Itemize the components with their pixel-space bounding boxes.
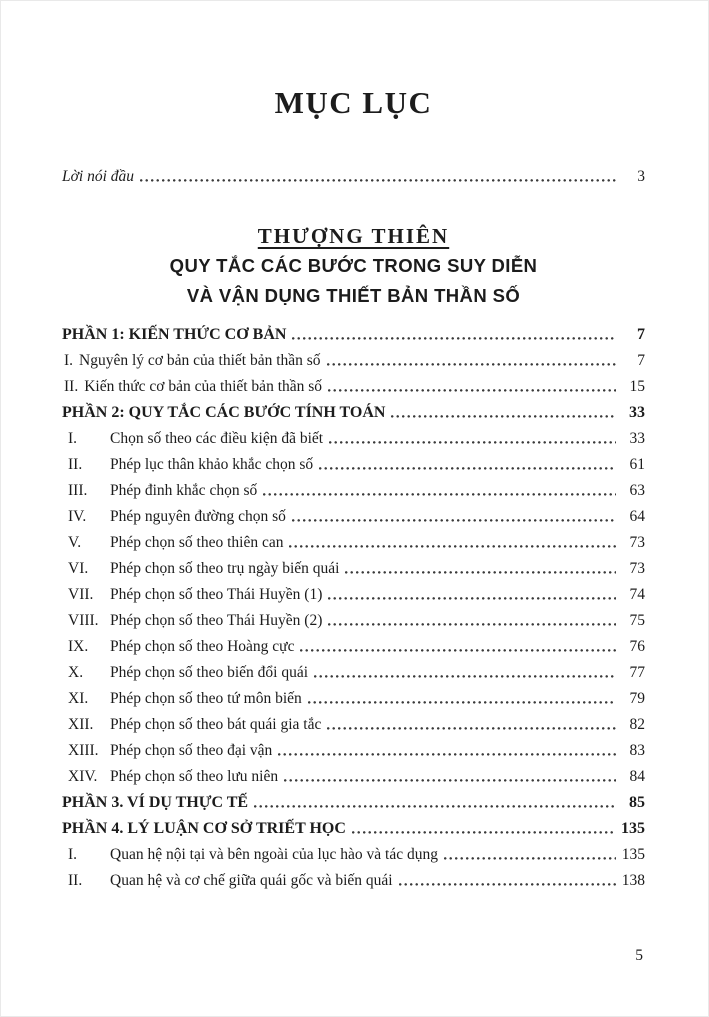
dot-leader [329, 441, 616, 444]
toc-entry-numeral: XIV. [68, 768, 98, 785]
toc-entry-page: 64 [629, 508, 645, 525]
toc-entry [62, 560, 645, 577]
dot-leader [308, 701, 616, 704]
toc-entry-label: Phép chọn số theo bát quái gia tắc [110, 716, 322, 733]
toc-entry [62, 716, 645, 733]
toc-entry-preface [62, 168, 645, 185]
toc-entry-numeral: VIII. [68, 612, 99, 629]
toc-entry-label: Nguyên lý cơ bản của thiết bản thần số [79, 352, 321, 369]
dot-leader [278, 753, 616, 756]
toc-entry-label: Quan hệ nội tại và bên ngoài của lục hào và tác dụng [110, 846, 438, 863]
toc-section-heading-3 [62, 794, 645, 811]
toc-entry [62, 378, 645, 395]
toc-entry-page: 15 [629, 378, 645, 395]
toc-entry [62, 768, 645, 785]
toc-entry [62, 456, 645, 473]
toc-entry-page: 83 [629, 742, 645, 759]
toc-entry [62, 846, 645, 863]
toc-entry-numeral: I. [64, 352, 74, 369]
toc-entry [62, 690, 645, 707]
toc-entry-page: 76 [629, 638, 645, 655]
dot-leader [328, 597, 616, 600]
toc-entry-numeral: I. [68, 430, 78, 447]
toc-entry-page: 84 [629, 768, 645, 785]
page-title: MỤC LỤC [274, 85, 433, 120]
toc-entry-page: 138 [621, 872, 645, 889]
toc-entry [62, 430, 645, 447]
toc-entry-numeral: II. [64, 378, 79, 395]
toc-entry-page: 73 [629, 534, 645, 551]
toc-entry [62, 872, 645, 889]
toc-entry [62, 482, 645, 499]
toc-section-title: PHẦN 2: QUY TẮC CÁC BƯỚC TÍNH TOÁN [62, 404, 386, 421]
dot-leader [345, 571, 616, 574]
toc-entry-page: 79 [629, 690, 645, 707]
toc-entry-label: Phép chọn số theo thiên can [110, 534, 284, 551]
toc-entry-label: Phép đinh khắc chọn số [110, 482, 258, 499]
toc-entry [62, 612, 645, 629]
toc-section-heading-4 [62, 820, 645, 837]
toc-entry-numeral: XI. [68, 690, 89, 707]
dot-leader [327, 727, 616, 730]
preface-label: Lời nói đầu [62, 168, 135, 185]
part-heading-subtitle-1: QUY TẮC CÁC BƯỚC TRONG SUY DIỄN [169, 255, 538, 276]
toc-entry-label: Phép lục thân khảo khắc chọn số [110, 456, 314, 473]
toc-entry-numeral: XIII. [68, 742, 99, 759]
toc-entry-page: 73 [629, 560, 645, 577]
page-number: 5 [635, 947, 643, 964]
toc-entry-label: Phép chọn số theo biến đổi quái [110, 664, 309, 681]
toc-entry-numeral: II. [68, 872, 83, 889]
toc-entry-numeral: V. [68, 534, 82, 551]
dot-leader [292, 519, 616, 522]
toc-entry [62, 664, 645, 681]
dot-leader [314, 675, 616, 678]
preface-page: 3 [637, 168, 645, 185]
toc-section-page: 85 [629, 794, 645, 811]
toc-section-title: PHẦN 4. LÝ LUẬN CƠ SỞ TRIẾT HỌC [62, 820, 346, 837]
dot-leader [328, 389, 616, 392]
toc-entry-numeral: VII. [68, 586, 94, 603]
toc-entry-page: 77 [629, 664, 645, 681]
toc-section-heading-1 [62, 326, 645, 343]
toc-entry-label: Phép chọn số theo trụ ngày biến quái [110, 560, 340, 577]
toc-section-title: PHẦN 1: KIẾN THỨC CƠ BẢN [62, 326, 287, 343]
toc-section-page: 135 [621, 820, 645, 837]
toc-entry [62, 638, 645, 655]
toc-entry [62, 742, 645, 759]
dot-leader [352, 831, 616, 834]
toc-entry-numeral: IV. [68, 508, 87, 525]
toc-entry-numeral: II. [68, 456, 83, 473]
toc-entry-numeral: XII. [68, 716, 94, 733]
toc-entry-page: 61 [629, 456, 645, 473]
toc-entry-label: Chọn số theo các điều kiện đã biết [110, 430, 324, 447]
part-heading-title: THƯỢNG THIÊN [257, 224, 450, 248]
part-heading [62, 221, 645, 311]
dot-leader [444, 857, 616, 860]
toc-entry-label: Phép chọn số theo Hoàng cực [110, 638, 295, 655]
part-heading-subtitle-2: VÀ VẬN DỤNG THIẾT BẢN THẦN SỐ [186, 285, 521, 306]
dot-leader [391, 415, 616, 418]
toc-entry [62, 508, 645, 525]
toc-section-heading-2 [62, 404, 645, 421]
dot-leader [300, 649, 616, 652]
toc-list [62, 326, 645, 889]
toc-section-page: 7 [637, 326, 645, 343]
toc-entry [62, 352, 645, 369]
toc-entry-page: 74 [629, 586, 645, 603]
toc-entry-label: Phép chọn số theo lưu niên [110, 768, 279, 785]
toc-entry-page: 33 [629, 430, 645, 447]
toc-entry-label: Phép nguyên đường chọn số [110, 508, 286, 525]
toc-entry-numeral: X. [68, 664, 84, 681]
toc-entry-label: Phép chọn số theo đại vận [110, 742, 273, 759]
toc-section-page: 33 [629, 404, 645, 421]
toc-entry-page: 75 [629, 612, 645, 629]
toc-entry-label: Phép chọn số theo tứ môn biến [110, 690, 302, 707]
toc-entry-page: 135 [621, 846, 645, 863]
toc-entry-page: 82 [629, 716, 645, 733]
dot-leader [284, 779, 616, 782]
toc-entry [62, 586, 645, 603]
toc-entry-numeral: IX. [68, 638, 89, 655]
toc-entry-label: Quan hệ và cơ chế giữa quái gốc và biến quái [110, 872, 393, 889]
toc-entry-page: 7 [637, 352, 645, 369]
toc-entry-numeral: III. [68, 482, 88, 499]
dot-leader [319, 467, 616, 470]
dot-leader [399, 883, 616, 886]
toc-section-title: PHẦN 3. VÍ DỤ THỰC TẾ [62, 794, 249, 811]
toc-entry-label: Phép chọn số theo Thái Huyền (1) [110, 586, 323, 603]
toc-entry-label: Phép chọn số theo Thái Huyền (2) [110, 612, 323, 629]
toc-entry-numeral: I. [68, 846, 78, 863]
toc-entry [62, 534, 645, 551]
toc-entry-page: 63 [629, 482, 645, 499]
dot-leader [140, 179, 616, 182]
dot-leader [328, 623, 616, 626]
toc-entry-numeral: VI. [68, 560, 89, 577]
toc-entry-label: Kiến thức cơ bản của thiết bản thần số [84, 378, 323, 395]
dot-leader [263, 493, 616, 496]
dot-leader [292, 337, 616, 340]
dot-leader [254, 805, 616, 808]
dot-leader [289, 545, 616, 548]
dot-leader [327, 363, 616, 366]
